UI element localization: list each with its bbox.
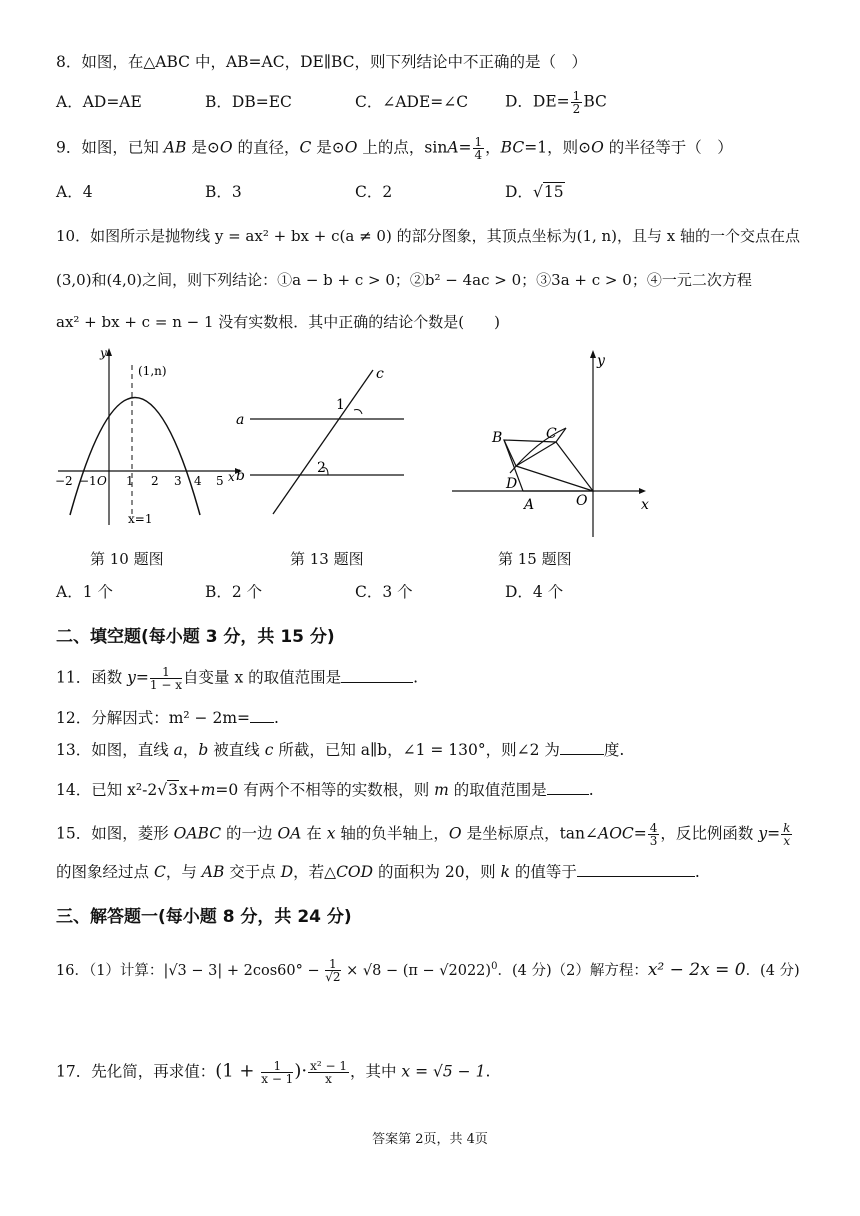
fig15-x-label: x <box>641 497 649 513</box>
q9-option-a: A．4 <box>56 183 93 201</box>
figure-10-caption: 第 10 题图 <box>90 550 164 568</box>
fig13-label-a: a <box>236 412 245 428</box>
answer-blank <box>250 708 274 723</box>
question-12: 12．分解因式：m² − 2m= . <box>56 709 279 727</box>
q8-option-c: C．∠ADE=∠C <box>355 93 469 111</box>
fig15-point-b: B <box>492 430 503 446</box>
q8-option-d: D．DE= $\frac{1}{2}$ BC <box>505 89 607 116</box>
fig10-tick: 5 <box>216 474 224 488</box>
fig13-angle-1: 1 <box>336 397 345 413</box>
page-footer: 答案第 2页，共 4页 <box>372 1132 488 1147</box>
question-9-stem: 9．如图，已知 AB 是⊙O 的直径，C 是⊙O 上的点，sinA= $\frac{1}{4}$ ，BC=1，则⊙O 的半径等于（ ） <box>56 135 733 162</box>
figure-13-caption: 第 13 题图 <box>290 550 364 568</box>
question-17: 17．先化简，再求值：(1 + $\frac{1}{x - 1}$ )· $\frac{\text{x² − 1}}{x}$ ，其中 x = √5 − 1. <box>56 1059 491 1086</box>
fig10-tick: −1 <box>79 474 97 488</box>
fig15-point-c: C <box>546 426 557 442</box>
question-8-stem: 8．如图，在△ABC 中，AB=AC，DE∥BC，则下列结论中不正确的是（ ） <box>56 53 588 71</box>
fig15-y-label: y <box>597 353 605 369</box>
question-11: 11．函数 y= $\frac{1}{1 - x}$ 自变量 x 的取值范围是 . <box>56 665 419 692</box>
q8-option-a: A．AD=AE <box>56 93 142 111</box>
q10-option-d: D．4 个 <box>505 583 564 601</box>
fig10-origin-label: O <box>97 474 107 488</box>
question-15-line2: 的图象经过点 C，与 AB 交于点 D，若△COD 的面积为 20，则 k 的值等于 . <box>56 863 700 881</box>
question-14: 14．已知 x²-2√3x+m=0 有两个不相等的实数根，则 m 的取值范围是 . <box>56 781 594 799</box>
question-16: 16．（1）计算：|√3 − 3| + 2cos60° − $\frac{1}{√2}$ × $√8 - (\pi - √2022)^0$．(4 分)（2）解方程：x² − 2x = 0．(4 分) <box>56 957 800 985</box>
figure-10-parabola <box>50 345 250 530</box>
answer-blank <box>577 862 695 877</box>
fig10-tick: 2 <box>151 474 159 488</box>
q8-option-b: B．DB=EC <box>205 93 292 111</box>
answer-blank <box>547 780 589 795</box>
q10-option-a: A．1 个 <box>56 583 113 601</box>
question-10-line1: 10．如图所示是抛物线 y = ax² + bx + c(a ≠ 0) 的部分图象，其顶点坐标为(1, n)，且与 x 轴的一个交点在点 <box>56 227 801 245</box>
fig10-tick: 1 <box>126 474 134 488</box>
fig10-axis-label: x=1 <box>128 512 153 526</box>
q9-option-d: D．√15 <box>505 183 564 201</box>
fig10-vertex-label: (1,n) <box>138 364 167 378</box>
question-10-line2: (3,0)和(4,0)之间，则下列结论：①a − b + c > 0；②b² − 4ac > 0；③3a + c > 0；④一元二次方程 <box>56 271 752 289</box>
fig10-tick: −2 <box>55 474 73 488</box>
answer-blank <box>341 668 413 683</box>
fig10-tick: 4 <box>194 474 202 488</box>
fig15-point-o: O <box>576 493 588 509</box>
q9-option-c: C．2 <box>355 183 393 201</box>
answer-blank <box>560 740 604 755</box>
figure-13-parallel-lines <box>228 362 418 522</box>
fig10-tick: 3 <box>174 474 182 488</box>
question-15-line1: 15．如图，菱形 OABC 的一边 OA 在 x 轴的负半轴上，O 是坐标原点，tan∠AOC= $\frac{4}{3}$ ，反比例函数 y= $\frac{k}{x}$ <box>56 821 791 848</box>
fig13-angle-2: 2 <box>317 460 326 476</box>
q10-option-b: B．2 个 <box>205 583 263 601</box>
fig15-point-d: D <box>506 476 518 492</box>
question-10-line3: ax² + bx + c = n − 1 没有实数根．其中正确的结论个数是( ) <box>56 313 500 331</box>
q10-option-c: C．3 个 <box>355 583 413 601</box>
section-3-heading: 三、解答题一(每小题 8 分，共 24 分) <box>56 907 352 927</box>
figure-15-caption: 第 15 题图 <box>498 550 572 568</box>
fig15-point-a: A <box>524 497 535 513</box>
fig10-y-label: y <box>100 346 107 360</box>
fig13-label-b: b <box>236 468 245 484</box>
q9-option-b: B．3 <box>205 183 242 201</box>
figure-15-rhombus <box>452 345 662 540</box>
fig10-x-label: x <box>228 470 235 484</box>
fig13-label-c: c <box>376 366 384 382</box>
section-2-heading: 二、填空题(每小题 3 分，共 15 分) <box>56 627 335 647</box>
question-13: 13．如图，直线 a，b 被直线 c 所截，已知 a∥b，∠1 = 130°，则∠2 为 度. <box>56 741 625 759</box>
